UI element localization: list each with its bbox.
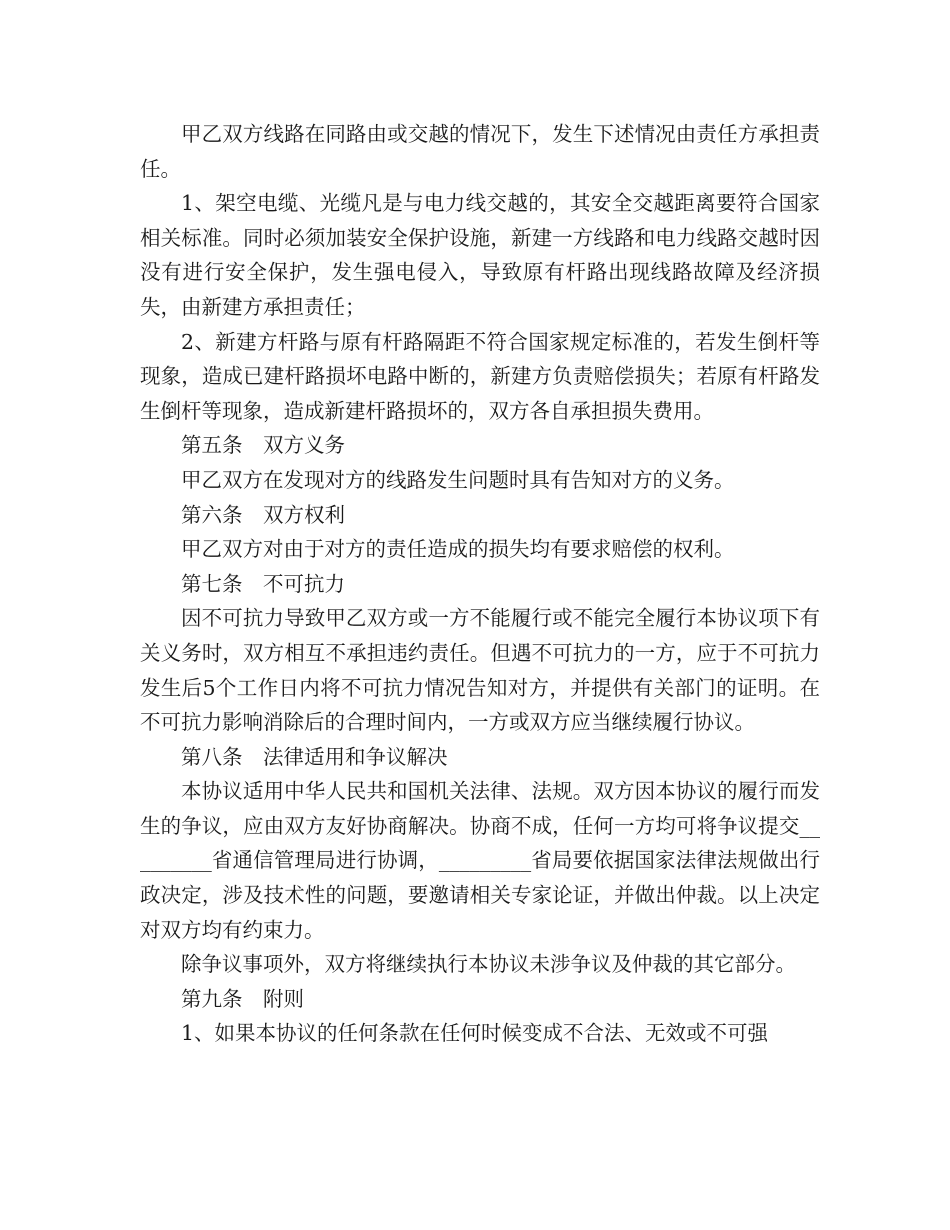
heading-article-5: 第五条 双方义务 (181, 433, 345, 458)
paragraph-clause-1-aerial-cable: 1、架空电缆、光缆凡是与电力线交越的，其安全交越距离要符合国家相关标准。同时必须加装安全保护设施，新建一方线路和电力线路交越时因没有进行安全保护，发生强电侵入，导致原有杆路出现线路故障及经济损失，由新建方承担责任； (140, 191, 820, 319)
paragraph-article-6-body: 甲乙双方对由于对方的责任造成的损失均有要求赔偿的权利。 (181, 537, 735, 562)
heading-article-9: 第九条 附则 (181, 986, 304, 1011)
heading-article-6: 第六条 双方权利 (181, 502, 345, 527)
paragraph-clause-2-pole-spacing: 2、新建方杆路与原有杆路隔距不符合国家规定标准的，若发生倒杆等现象，造成已建杆路损坏电路中断的，新建方负责赔偿损失；若原有杆路发生倒杆等现象，造成新建杆路损坏的，双方各自承担损失费用。 (140, 329, 820, 423)
paragraph-article-7-body: 因不可抗力导致甲乙双方或一方不能履行或不能完全履行本协议项下有关义务时，双方相互不承担违约责任。但遇不可抗力的一方，应于不可抗力发生后5个工作日内将不可抗力情况告知对方，并提供有关部门的证明。在不可抗力影响消除后的合理时间内，一方或双方应当继续履行协议。 (140, 606, 820, 735)
heading-article-7: 第七条 不可抗力 (181, 571, 345, 596)
heading-article-8: 第八条 法律适用和争议解决 (181, 744, 448, 769)
paragraph-liability-intro: 甲乙双方线路在同路由或交越的情况下，发生下述情况由责任方承担责任。 (140, 122, 820, 181)
document-body (140, 117, 820, 1051)
paragraph-article-8-continuation: 除争议事项外，双方将继续执行本协议未涉争议及仲裁的其它部分。 (181, 952, 796, 977)
paragraph-article-9-clause-1: 1、如果本协议的任何条款在任何时候变成不合法、无效或不可强 (181, 1021, 769, 1046)
paragraph-article-8-body: 本协议适用中华人民共和国机关法律、法规。双方因本协议的履行而发生的争议，应由双方友好协商解决。协商不成，任何一方均可将争议提交_________省通信管理局进行协调，_________省局要依据国家法律法规做出行政决定，涉及技术性的问题，要邀请相关专家论证，并做出仲裁。以上决定对双方均有约束力。 (140, 779, 820, 942)
paragraph-article-5-body: 甲乙双方在发现对方的线路发生问题时具有告知对方的义务。 (181, 467, 735, 492)
